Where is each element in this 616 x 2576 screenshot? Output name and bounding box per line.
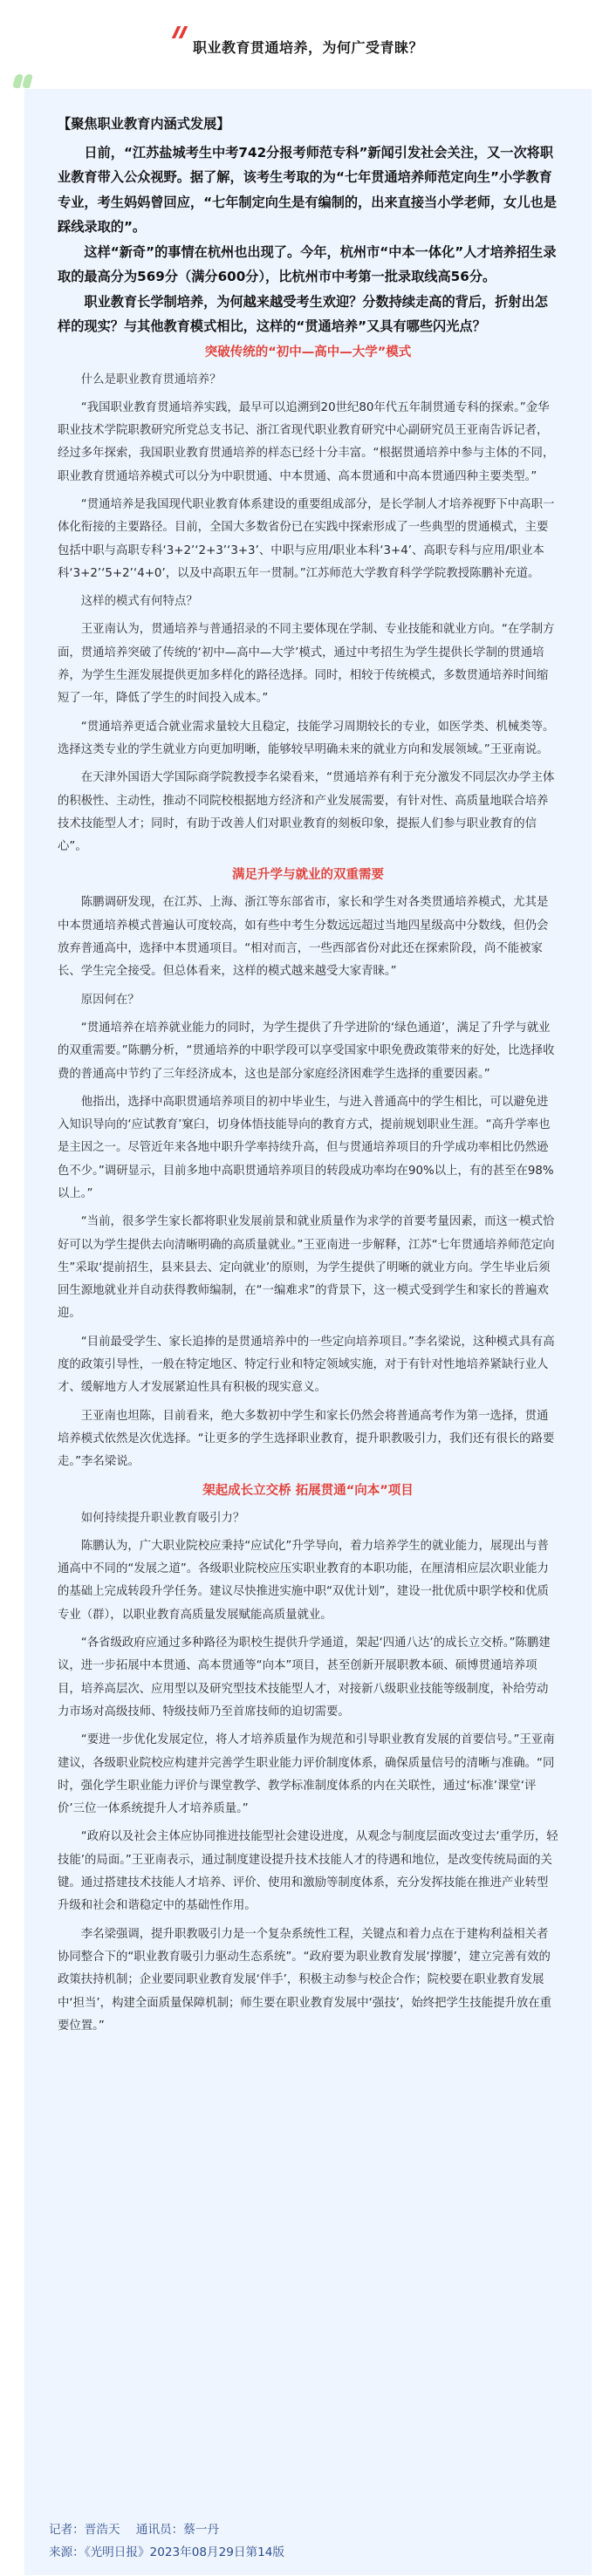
paragraph: “当前，很多学生家长都将职业发展前景和就业质量作为求学的首要考量因素，而这一模式恰好可以为学生提供去向清晰明确的高质量就业。”王亚南进一步解释，江苏“七年贯通培养师范定向生”采取‘提前招生，县来县去、定向就业’的原则，为学生提供了明晰的就业方向。学生毕业后须回生源地就业并自动获得教师编制，在“一编难求”的背景下，这一模式受到学生和家长的普遍欢迎。 [58, 1215, 555, 1321]
paragraph: “政府以及社会主体应协同推进技能型社会建设进度，从观念与制度层面改变过去‘重学历，轻技能’的局面。”王亚南表示，通过制度建设提升技术技能人才的待遇和地位，是改变传统局面的关键。通过搭建技术技能人才培养、评价、使用和激励等制度体系，充分发挥技能在推进产业转型升级和社会和谐稳定中的基础性作用。 [58, 1830, 558, 1913]
lead-paragraph: 职业教育长学制培养，为何越来越受考生欢迎？分数持续走高的背后，折射出怎样的现实？与其他教育模式相比，这样的“贯通培养”又具有哪些闪光点？ [58, 293, 548, 334]
lead-heading: 【聚焦职业教育内涵式发展】 [58, 116, 230, 132]
section-body [58, 369, 558, 859]
paragraph: “目前最受学生、家长追捧的是贯通培养中的一些定向培养项目。”李名梁说，这种模式具有高度的政策引导性，一般在特定地区、特定行业和特定领域实施，对于有针对性地培养紧缺行业人才、缓解地方人才发展紧迫性具有积极的现实意义。 [58, 1335, 555, 1395]
paragraph: 他指出，选择中高职贯通培养项目的初中毕业生，与进入普通高中的学生相比，可以避免进入知识导向的‘应试教育’窠臼，切身体悟技能导向的教育方式，提前规划职业生涯。“高升学率也是主因之一。尽管近年来各地中职升学率持续升高，但与贯通培养项目的升学成功率相比仍然逊色不少。”调研显示，目前多地中高职贯通培养项目的转段成功率均在90%以上，有的甚至在98%以上。” [58, 1095, 554, 1200]
paragraph: “贯通培养是我国现代职业教育体系建设的重要组成部分，是长学制人才培养视野下中高职一体化衔接的主要路径。目前，全国大多数省份已在实践中探索形成了一些典型的贯通模式，主要包括中职与高职专科‘3+2’‘2+3’‘3+3’、中职与应用/职业本科‘3+4’、高职专科与应用/职业本科‘3+2’‘5+2’‘4+0’，以及中高职五年一贯制。”江苏师范大学教育科学学院教授陈鹏补充道。 [58, 497, 555, 580]
header [0, 0, 616, 70]
paragraph: 王亚南也坦陈，目前看来，绝大多数初中学生和家长仍然会将普通高考作为第一选择，贯通培养模式依然是次优选择。“让更多的学生选择职业教育，提升职教吸引力，我们还有很长的路要走。”李名梁说。 [58, 1409, 555, 1469]
section-heading: 满足升学与就业的双重需要 [232, 868, 384, 883]
paragraph: 这样的模式有何特点？ [80, 595, 198, 609]
section-heading: 架起成长立交桥 拓展贯通“向本”项目 [202, 1483, 414, 1498]
paragraph: 陈鹏认为，广大职业院校应秉持“应试化”升学导向，着力培养学生的就业能力，展现出与普通高中不同的“发展之道”。各级职业院校应压实职业教育的本职功能，在厘清相应层次职业能力的基础上完成转段升学任务。建议尽快推进实施中职“双优计划”，建设一批优质中职学校和优质专业（群），以职业教育高质量发展赋能高质量就业。 [58, 1539, 549, 1622]
lead-block [58, 112, 558, 339]
paragraph: “贯通培养在培养就业能力的同时，为学生提供了升学进阶的‘绿色通道’，满足了升学与就业的双重需要。”陈鹏分析，“贯通培养的中职学段可以享受国家中职免费政策带来的好处，比选择收费的普通高中节约了三年经济成本，这也是部分家庭经济困难学生选择的重要因素。” [58, 1021, 555, 1081]
paragraph: “要进一步优化发展定位，将人才培养质量作为规范和引导职业教育发展的首要信号。”王亚南建议，各级职业院校应构建并完善学生职业能力评价制度体系，确保质量信号的清晰与准确。“同时，强化学生职业能力评价与课堂教学、教学标准制度体系的内在关联性，通过‘标准’课堂‘评价’三位一体系统提升人才培养质量。” [58, 1733, 555, 1816]
article-footer [24, 2511, 592, 2575]
reporter: 记者：晋浩天 [49, 2523, 120, 2537]
paragraph: “贯通培养更适合就业需求量较大且稳定，技能学习周期较长的专业，如医学类、机械类等。选择这类专业的学生就业方向更加明晰，能够较早明确未来的就业方向和发展领域。”王亚南说。 [58, 720, 555, 756]
lead-paragraph: 日前，“江苏盐城考生中考742分报考师范专科”新闻引发社会关注，又一次将职业教育带入公众视野。据了解，该考生考取的为“七年贯通培养师范定向生”小学教育专业，考生妈妈曾回应，“七年制定向生是有编制的，出来直接当小学老师，女儿也是踩线录取的”。 [58, 144, 557, 235]
paragraph: 在天津外国语大学国际商学院教授李名梁看来，“贯通培养有利于充分激发不同层次办学主体的积极性、主动性，推动不同院校根据地方经济和产业发展需要，有针对性、高质量地联合培养技术技能型人才；同时，有助于改善人们对职业教育的刻板印象，提振人们参与职业教育的信心”。 [58, 771, 555, 854]
paragraph: 李名梁强调，提升职教吸引力是一个复杂系统性工程，关键点和着力点在于建构利益相关者协同整合下的“职业教育吸引力驱动生态系统”。“政府要为职业教育发展‘撑腰’，建立完善有效的政策扶持机制；企业要同职业教育发展‘伴手’，积极主动参与校企合作；院校要在职业教育发展中‘担当’，构建全面质量保障机制；师生要在职业教育发展中‘强技’，始终把学生技能提升放在重要位置。” [58, 1927, 552, 2033]
section-body [58, 1507, 558, 2039]
paragraph: “各省级政府应通过多种路径为职校生提供升学通道，架起‘四通八达’的成长立交桥。”陈鹏建议，进一步拓展中本贯通、高本贯通等“向本”项目，甚至创新开展职教本硕、硕博贯通培养项目，培养高层次、应用型以及研究型技术技能型人才，对接新八级职业技能等级制度，补给劳动力市场对高级技师、特级技师乃至首席技师的迫切需要。 [58, 1636, 551, 1718]
byline [49, 2519, 231, 2537]
source: 来源：《光明日报》2023年08月29日第14版 [49, 2545, 284, 2559]
paragraph: 原因何在？ [80, 993, 140, 1007]
section-heading: 突破传统的“初中—高中—大学”模式 [204, 345, 412, 359]
paragraph: “我国职业教育贯通培养实践，最早可以追溯到20世纪80年代五年制贯通专科的探索。”金华职业技术学院职教研究所党总支书记、浙江省现代职业教育研究中心副研究员王亚南告诉记者，经过多年探索，我国职业教育贯通培养的样态已经十分丰富。“根据贯通培养中参与主体的不同，职业教育贯通培养模式可以分为中职贯通、中本贯通、高本贯通和中高本贯通四种主要类型。” [58, 400, 555, 483]
paragraph: 王亚南认为，贯通培养与普通招录的不同主要体现在学制、专业技能和就业方向。“在学制方面，贯通培养突破了传统的‘初中—高中—大学’模式，通过中考招生为学生提供长学制的贯通培养，为学生生涯发展提供更加多样化的路径选择。同时，相较于传统模式，多数贯通培养时间缩短了一年，降低了学生的时间投入成本。” [58, 623, 555, 706]
paragraph: 陈鹏调研发现，在江苏、上海、浙江等东部省市，家长和学生对各类贯通培养模式，尤其是中本贯通培养模式普遍认可度较高，如有些中考生分数远远超过当地四星级高中分数线，但仍会放弃普通高中，选择中本贯通项目。“相对而言，一些西部省份对此还在探索阶段，尚不能被家长、学生完全接受。但总体看来，这样的模式越来越受大家青睐。” [58, 896, 549, 979]
section-body [58, 892, 558, 1473]
paragraph: 如何持续提升职业教育吸引力？ [80, 1511, 245, 1525]
lead-paragraph: 这样“新奇”的事情在杭州也出现了。今年，杭州市“中本一体化”人才培养招生录取的最高分为569分（满分600分），比杭州市中考第一批录取线高56分。 [58, 243, 557, 284]
article-body [24, 89, 592, 2517]
paragraph: 什么是职业教育贯通培养？ [80, 372, 222, 386]
article-title: 职业教育贯通培养，为何广受青睐？ [192, 39, 423, 56]
correspondent: 通讯员：蔡一丹 [135, 2523, 220, 2537]
